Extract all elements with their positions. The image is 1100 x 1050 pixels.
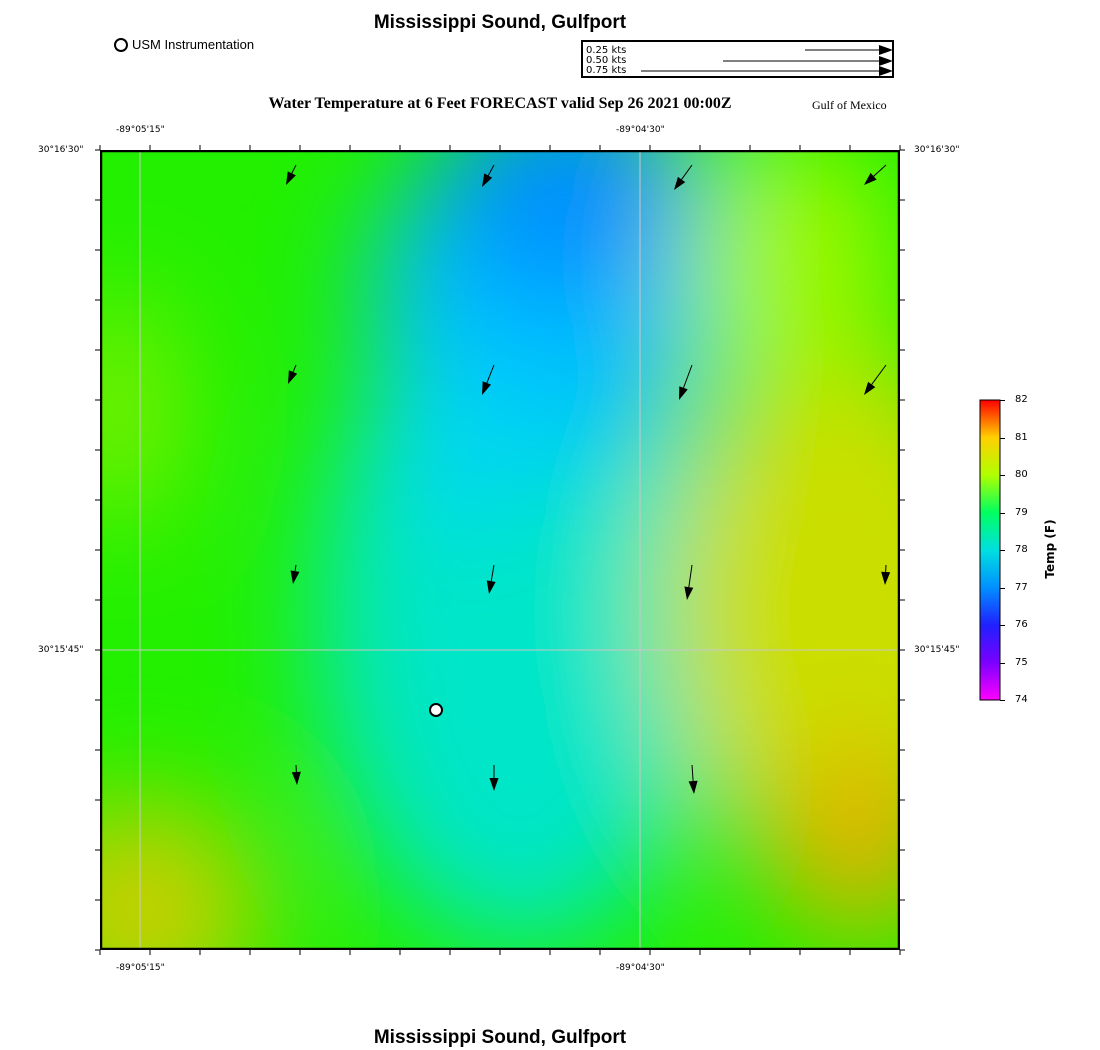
vector-legend-arrow-head-2 [879, 56, 893, 66]
vector-legend-label-3: 0.75 kts [586, 65, 627, 76]
colorbar-tick-label: 82 [1015, 394, 1028, 405]
vector-legend-label-1: 0.25 kts [586, 45, 627, 56]
colorbar-tick [1000, 475, 1005, 476]
colorbar-tick-label: 77 [1015, 581, 1028, 593]
station-legend-label: USM Instrumentation [132, 37, 255, 52]
lon-label-top-2: -89°04'30" [616, 125, 665, 135]
colorbar-tick [1000, 700, 1005, 701]
frame-ticks [90, 140, 910, 960]
station-marker-icon [114, 38, 128, 52]
vector-legend-arrow-head-3 [879, 66, 893, 76]
map-footer-title: Mississippi Sound, Gulfport [373, 1027, 627, 1048]
colorbar-tick [1000, 663, 1005, 664]
lat-label-right-1: 30°16'30" [914, 145, 960, 155]
colorbar-bar [980, 400, 1000, 700]
colorbar-title: Temp (F) [1043, 519, 1057, 579]
colorbar-tick [1000, 625, 1005, 626]
colorbar [976, 396, 1006, 706]
colorbar-tick [1000, 550, 1005, 551]
lat-label-left-2: 30°15'45" [38, 645, 84, 655]
colorbar-tick [1000, 513, 1005, 514]
map-title: Mississippi Sound, Gulfport [373, 12, 627, 33]
colorbar-tick-label: 75 [1015, 656, 1028, 668]
colorbar-tick-label: 74 [1015, 694, 1028, 705]
lon-label-bottom-2: -89°04'30" [616, 963, 665, 973]
lat-label-left-1: 30°16'30" [38, 145, 84, 155]
vector-legend-label-2: 0.50 kts [586, 55, 627, 66]
colorbar-tick-label: 81 [1015, 431, 1028, 443]
region-label: Gulf of Mexico [812, 98, 887, 112]
vector-legend [581, 40, 894, 78]
lon-label-top-1: -89°05'15" [116, 125, 165, 135]
colorbar-tick [1000, 400, 1005, 401]
colorbar-tick [1000, 588, 1005, 589]
colorbar-tick-label: 76 [1015, 619, 1028, 630]
vector-legend-arrows [583, 42, 896, 80]
lat-label-right-2: 30°15'45" [914, 645, 960, 655]
station-legend [114, 37, 254, 52]
colorbar-tick [1000, 438, 1005, 439]
colorbar-tick-label: 80 [1015, 469, 1028, 480]
vector-legend-arrow-head-1 [879, 45, 893, 55]
colorbar-tick-label: 79 [1015, 506, 1028, 518]
map-subtitle: Water Temperature at 6 Feet FORECAST valid Sep 26 2021 00:00Z [268, 95, 732, 112]
colorbar-tick-label: 78 [1015, 544, 1028, 555]
lon-label-bottom-1: -89°05'15" [116, 963, 165, 973]
